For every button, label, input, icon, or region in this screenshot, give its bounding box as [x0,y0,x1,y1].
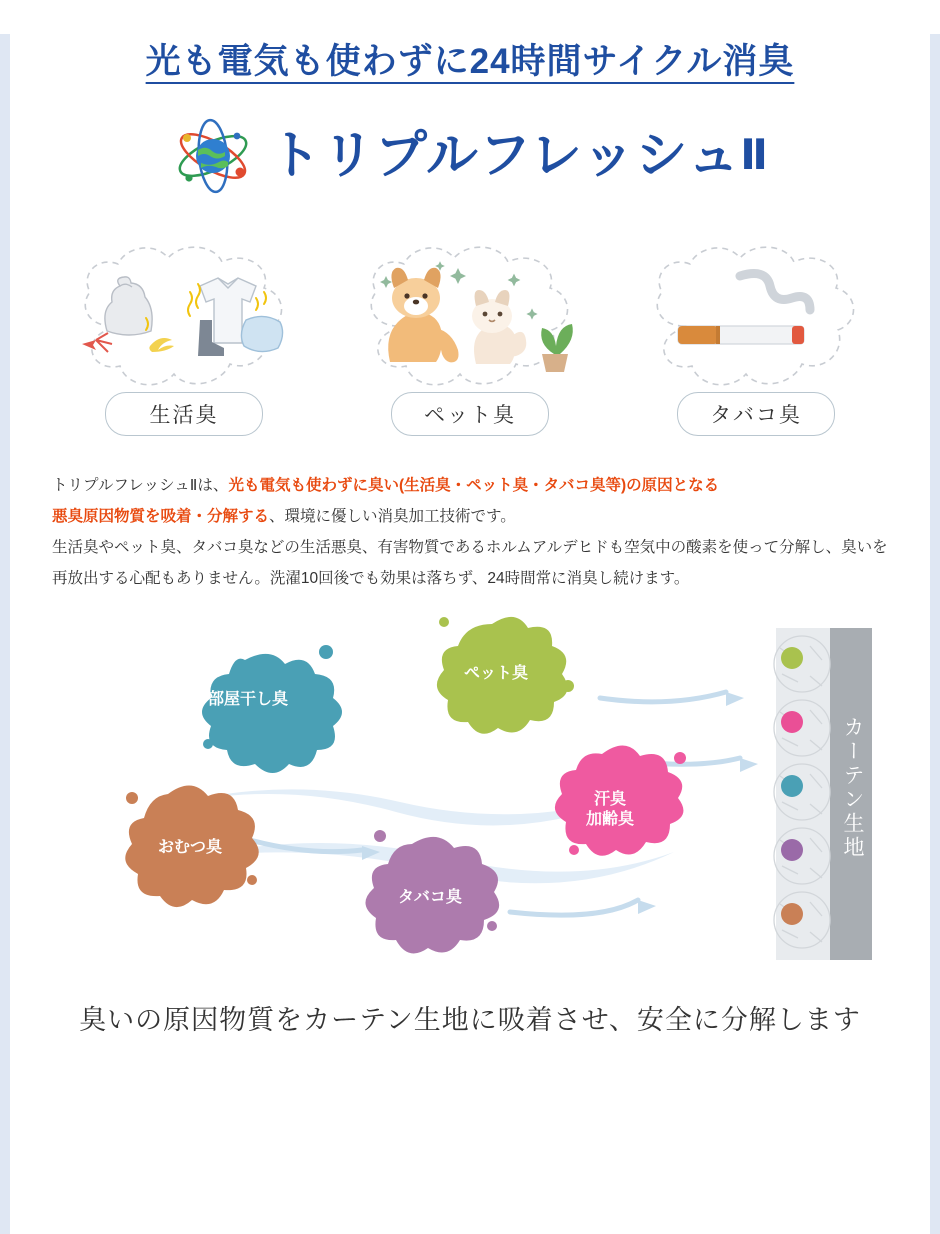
cigarette-smoke-icon [622,258,890,378]
dog-cat-pet-icon [336,258,604,378]
odor-category-label: 生活臭 [105,392,263,436]
odor-category-label: ペット臭 [391,392,549,436]
page-root [0,34,940,1234]
description-paragraph-1 [52,470,888,532]
odor-category-item [336,234,604,444]
blob-label-diaper: おむつ臭 [158,839,223,856]
globe-atom-icon [171,114,255,198]
brand-logo [10,114,930,198]
brand-logo-text [269,127,769,185]
blob-pet [437,617,574,734]
page-title: 光も電気も使わずに24時間サイクル消臭 [145,42,795,81]
blob-roomdry [202,645,342,773]
copy-plain-end: 、環境に優しい消臭加工技術です。 [269,508,516,525]
fabric-label: カーテン生地 [841,716,864,860]
description-paragraph-2: 生活臭やペット臭、タバコ臭などの生活悪臭、有害物質であるホルムアルデヒドも空気中の酸素を使って分解し、臭いを再放出する心配もありません。洗濯10回後でも効果は落ちず、24時間常に消臭し続けます。 [52,539,888,587]
odor-category-label: タバコ臭 [677,392,835,436]
description-text [52,470,888,594]
brand-logo-numeral: Ⅱ [740,131,769,178]
blob-diaper [125,785,258,907]
blob-label-pet: ペット臭 [464,665,529,682]
odor-category-list [10,234,930,444]
copy-emphasis-1: 光も電気も使わずに臭い(生活臭・ペット臭・タバコ臭等)の原因となる [228,477,720,494]
odor-category-item [50,234,318,444]
household-garbage-laundry-icon [50,258,318,378]
adsorption-diagram [40,612,900,982]
diagram-caption: 臭いの原因物質をカーテン生地に吸着させ、安全に分解します [79,1005,861,1035]
blob-label-roomdry: 部屋干し臭 [208,691,289,708]
copy-emphasis-2: 悪臭原因物質を吸着・分解する [52,508,270,525]
brand-logo-name: トリプルフレッシュ [269,127,741,185]
blob-label-sweat: 汗臭 加齢臭 [586,791,635,828]
odor-category-item [622,234,890,444]
copy-plain-start: トリプルフレッシュⅡは、 [52,477,229,494]
blob-label-tobacco: タバコ臭 [398,889,462,906]
